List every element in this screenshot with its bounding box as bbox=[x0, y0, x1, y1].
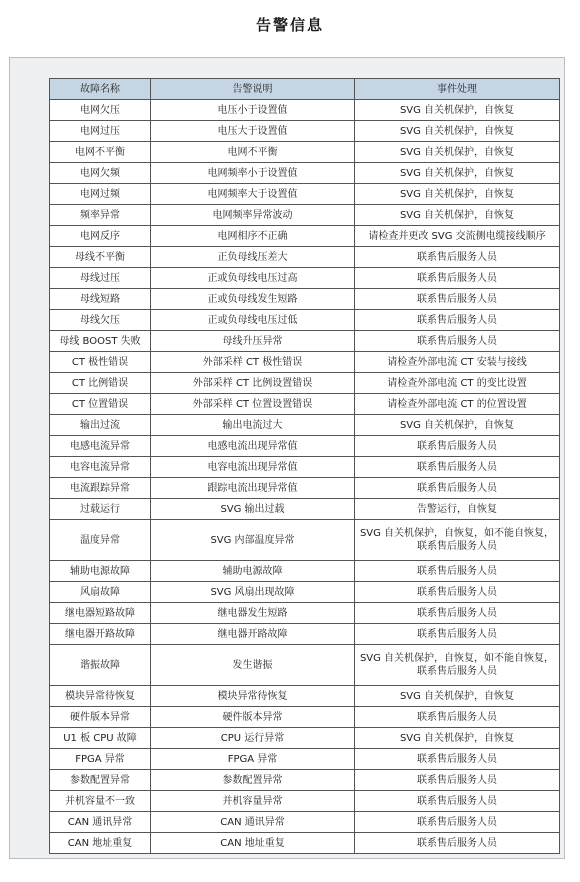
event-handling-line: 联系售后服务人员 bbox=[417, 251, 497, 263]
event-handling-cell bbox=[355, 520, 560, 561]
fault-name-cell: CT 极性错误 bbox=[50, 352, 151, 373]
alarm-desc-cell: 电网频率异常波动 bbox=[151, 205, 355, 226]
event-handling-cell bbox=[355, 791, 560, 812]
alarm-desc-cell: 继电器开路故障 bbox=[151, 624, 355, 645]
alarm-desc-cell: SVG 风扇出现故障 bbox=[151, 582, 355, 603]
table-row bbox=[50, 268, 560, 289]
fault-name-cell: 电感电流异常 bbox=[50, 436, 151, 457]
event-handling-line: SVG 自关机保护，自恢复，如不能自恢复， bbox=[359, 653, 555, 664]
event-handling-line: 请检查外部电流 CT 的位置设置 bbox=[387, 398, 527, 410]
fault-name-cell: 输出过流 bbox=[50, 415, 151, 436]
event-handling-line: 联系售后服务人员 bbox=[417, 666, 497, 677]
table-row bbox=[50, 478, 560, 499]
fault-name-cell: CAN 通讯异常 bbox=[50, 812, 151, 833]
event-handling-cell bbox=[355, 268, 560, 289]
fault-name-cell: 辅助电源故障 bbox=[50, 561, 151, 582]
table-row bbox=[50, 686, 560, 707]
fault-name-cell: 继电器开路故障 bbox=[50, 624, 151, 645]
alarm-desc-cell: 跟踪电流出现异常值 bbox=[151, 478, 355, 499]
event-handling-line: 告警运行，自恢复 bbox=[417, 503, 497, 515]
event-handling-line: 联系售后服务人员 bbox=[417, 607, 497, 619]
event-handling-cell bbox=[355, 749, 560, 770]
fault-name-cell: 电容电流异常 bbox=[50, 457, 151, 478]
alarm-desc-cell: 外部采样 CT 位置设置错误 bbox=[151, 394, 355, 415]
table-row bbox=[50, 100, 560, 121]
event-handling-cell bbox=[355, 205, 560, 226]
event-handling-cell bbox=[355, 310, 560, 331]
table-row bbox=[50, 436, 560, 457]
alarm-desc-cell: 电网相序不正确 bbox=[151, 226, 355, 247]
alarm-desc-cell: 正或负母线发生短路 bbox=[151, 289, 355, 310]
alarm-desc-cell: 输出电流过大 bbox=[151, 415, 355, 436]
event-handling-line: 联系售后服务人员 bbox=[417, 795, 497, 807]
fault-name-cell: 母线短路 bbox=[50, 289, 151, 310]
alarm-desc-cell: 继电器发生短路 bbox=[151, 603, 355, 624]
event-handling-line: 请检查外部电流 CT 安装与接线 bbox=[387, 356, 527, 368]
table-header-row bbox=[50, 79, 560, 100]
alarm-desc-cell: 模块异常待恢复 bbox=[151, 686, 355, 707]
fault-name-cell: 电网不平衡 bbox=[50, 142, 151, 163]
table-body bbox=[50, 100, 560, 854]
event-handling-line: SVG 自关机保护，自恢复，如不能自恢复， bbox=[359, 528, 555, 539]
alarm-desc-cell: SVG 输出过载 bbox=[151, 499, 355, 520]
event-handling-line: 联系售后服务人员 bbox=[417, 816, 497, 828]
alarm-table bbox=[49, 78, 560, 854]
fault-name-cell: 电网过压 bbox=[50, 121, 151, 142]
event-handling-line: SVG 自关机保护，自恢复 bbox=[399, 209, 515, 221]
event-handling-cell bbox=[355, 561, 560, 582]
event-handling-cell bbox=[355, 582, 560, 603]
event-handling-line: 联系售后服务人员 bbox=[417, 541, 497, 552]
fault-name-cell: 并机容量不一致 bbox=[50, 791, 151, 812]
header-alarm-desc: 告警说明 bbox=[151, 79, 355, 100]
event-handling-cell bbox=[355, 415, 560, 436]
table-row bbox=[50, 310, 560, 331]
event-handling-line: 联系售后服务人员 bbox=[417, 565, 497, 577]
table-row bbox=[50, 331, 560, 352]
fault-name-cell: U1 板 CPU 故障 bbox=[50, 728, 151, 749]
event-handling-line: 联系售后服务人员 bbox=[417, 837, 497, 849]
event-handling-line: 联系售后服务人员 bbox=[417, 440, 497, 452]
table-row bbox=[50, 142, 560, 163]
event-handling-cell bbox=[355, 352, 560, 373]
table-row bbox=[50, 457, 560, 478]
table-row bbox=[50, 394, 560, 415]
event-handling-cell bbox=[355, 100, 560, 121]
table-row bbox=[50, 415, 560, 436]
table-row bbox=[50, 582, 560, 603]
table-row bbox=[50, 707, 560, 728]
fault-name-cell: CAN 地址重复 bbox=[50, 833, 151, 854]
page-title: 告警信息 bbox=[255, 16, 324, 34]
table-row bbox=[50, 226, 560, 247]
event-handling-cell bbox=[355, 728, 560, 749]
alarm-desc-cell: CPU 运行异常 bbox=[151, 728, 355, 749]
fault-name-cell: 电网过频 bbox=[50, 184, 151, 205]
table-row bbox=[50, 121, 560, 142]
alarm-desc-cell: 正负母线压差大 bbox=[151, 247, 355, 268]
header-fault-name: 故障名称 bbox=[50, 79, 151, 100]
alarm-desc-cell: SVG 内部温度异常 bbox=[151, 520, 355, 561]
event-handling-cell bbox=[355, 247, 560, 268]
event-handling-line: SVG 自关机保护，自恢复 bbox=[399, 125, 515, 137]
table-row bbox=[50, 561, 560, 582]
event-handling-cell bbox=[355, 142, 560, 163]
alarm-desc-cell: FPGA 异常 bbox=[151, 749, 355, 770]
event-handling-line: 请检查并更改 SVG 交流侧电缆接线顺序 bbox=[368, 230, 546, 242]
fault-name-cell: 母线欠压 bbox=[50, 310, 151, 331]
event-handling-cell bbox=[355, 184, 560, 205]
event-handling-cell bbox=[355, 457, 560, 478]
event-handling-cell bbox=[355, 289, 560, 310]
event-handling-line: SVG 自关机保护，自恢复 bbox=[399, 104, 515, 116]
event-handling-line: 联系售后服务人员 bbox=[417, 586, 497, 598]
event-handling-cell bbox=[355, 373, 560, 394]
event-handling-cell bbox=[355, 499, 560, 520]
header-event-handling: 事件处理 bbox=[355, 79, 560, 100]
table-row bbox=[50, 728, 560, 749]
fault-name-cell: 谐振故障 bbox=[50, 645, 151, 686]
fault-name-cell: 风扇故障 bbox=[50, 582, 151, 603]
event-handling-line: SVG 自关机保护，自恢复 bbox=[399, 732, 515, 744]
alarm-desc-cell: 正或负母线电压过低 bbox=[151, 310, 355, 331]
fault-name-cell: 继电器短路故障 bbox=[50, 603, 151, 624]
fault-name-cell: CT 比例错误 bbox=[50, 373, 151, 394]
event-handling-cell bbox=[355, 603, 560, 624]
table-row bbox=[50, 749, 560, 770]
fault-name-cell: 母线 BOOST 失败 bbox=[50, 331, 151, 352]
event-handling-line: SVG 自关机保护，自恢复 bbox=[399, 690, 515, 702]
table-row bbox=[50, 184, 560, 205]
alarm-desc-cell: 电压大于设置值 bbox=[151, 121, 355, 142]
alarm-desc-cell: 电压小于设置值 bbox=[151, 100, 355, 121]
event-handling-line: 联系售后服务人员 bbox=[417, 272, 497, 284]
event-handling-cell bbox=[355, 770, 560, 791]
table-row bbox=[50, 520, 560, 561]
fault-name-cell: 电网反序 bbox=[50, 226, 151, 247]
event-handling-cell bbox=[355, 833, 560, 854]
event-handling-line: 联系售后服务人员 bbox=[417, 314, 497, 326]
fault-name-cell: 模块异常待恢复 bbox=[50, 686, 151, 707]
table-row bbox=[50, 791, 560, 812]
event-handling-cell bbox=[355, 226, 560, 247]
fault-name-cell: 电流跟踪异常 bbox=[50, 478, 151, 499]
table-row bbox=[50, 352, 560, 373]
event-handling-line: 联系售后服务人员 bbox=[417, 482, 497, 494]
event-handling-cell bbox=[355, 624, 560, 645]
alarm-desc-cell: 外部采样 CT 比例设置错误 bbox=[151, 373, 355, 394]
alarm-desc-cell: 电容电流出现异常值 bbox=[151, 457, 355, 478]
fault-name-cell: 频率异常 bbox=[50, 205, 151, 226]
table-row bbox=[50, 812, 560, 833]
event-handling-cell bbox=[355, 163, 560, 184]
event-handling-line: SVG 自关机保护，自恢复 bbox=[399, 419, 515, 431]
table-row bbox=[50, 603, 560, 624]
table-row bbox=[50, 770, 560, 791]
event-handling-line: 联系售后服务人员 bbox=[417, 753, 497, 765]
event-handling-line: 联系售后服务人员 bbox=[417, 774, 497, 786]
table-row bbox=[50, 833, 560, 854]
table-row bbox=[50, 624, 560, 645]
fault-name-cell: 母线过压 bbox=[50, 268, 151, 289]
event-handling-cell bbox=[355, 121, 560, 142]
event-handling-cell bbox=[355, 686, 560, 707]
fault-name-cell: CT 位置错误 bbox=[50, 394, 151, 415]
alarm-desc-cell: 电网频率大于设置值 bbox=[151, 184, 355, 205]
fault-name-cell: 参数配置异常 bbox=[50, 770, 151, 791]
fault-name-cell: 母线不平衡 bbox=[50, 247, 151, 268]
fault-name-cell: 硬件版本异常 bbox=[50, 707, 151, 728]
event-handling-cell bbox=[355, 331, 560, 352]
event-handling-cell bbox=[355, 645, 560, 686]
event-handling-line: SVG 自关机保护，自恢复 bbox=[399, 188, 515, 200]
table-row bbox=[50, 163, 560, 184]
table-row bbox=[50, 247, 560, 268]
event-handling-line: 请检查外部电流 CT 的变比设置 bbox=[387, 377, 527, 389]
alarm-desc-cell: 参数配置异常 bbox=[151, 770, 355, 791]
alarm-desc-cell: 硬件版本异常 bbox=[151, 707, 355, 728]
fault-name-cell: 电网欠频 bbox=[50, 163, 151, 184]
table-row bbox=[50, 373, 560, 394]
alarm-desc-cell: 正或负母线电压过高 bbox=[151, 268, 355, 289]
event-handling-cell bbox=[355, 478, 560, 499]
alarm-desc-cell: 电感电流出现异常值 bbox=[151, 436, 355, 457]
event-handling-line: SVG 自关机保护，自恢复 bbox=[399, 167, 515, 179]
event-handling-cell bbox=[355, 436, 560, 457]
alarm-desc-cell: 母线升压异常 bbox=[151, 331, 355, 352]
fault-name-cell: 电网欠压 bbox=[50, 100, 151, 121]
event-handling-line: 联系售后服务人员 bbox=[417, 335, 497, 347]
table-row bbox=[50, 645, 560, 686]
alarm-desc-cell: 辅助电源故障 bbox=[151, 561, 355, 582]
event-handling-line: SVG 自关机保护，自恢复 bbox=[399, 146, 515, 158]
alarm-desc-cell: 电网频率小于设置值 bbox=[151, 163, 355, 184]
event-handling-line: 联系售后服务人员 bbox=[417, 628, 497, 640]
event-handling-cell bbox=[355, 394, 560, 415]
event-handling-line: 联系售后服务人员 bbox=[417, 711, 497, 723]
alarm-desc-cell: CAN 通讯异常 bbox=[151, 812, 355, 833]
table-row bbox=[50, 289, 560, 310]
alarm-desc-cell: 发生谐振 bbox=[151, 645, 355, 686]
event-handling-cell bbox=[355, 707, 560, 728]
alarm-desc-cell: 电网不平衡 bbox=[151, 142, 355, 163]
alarm-desc-cell: 外部采样 CT 极性错误 bbox=[151, 352, 355, 373]
event-handling-line: 联系售后服务人员 bbox=[417, 293, 497, 305]
alarm-desc-cell: CAN 地址重复 bbox=[151, 833, 355, 854]
event-handling-line: 联系售后服务人员 bbox=[417, 461, 497, 473]
fault-name-cell: 过载运行 bbox=[50, 499, 151, 520]
table-row bbox=[50, 499, 560, 520]
event-handling-cell bbox=[355, 812, 560, 833]
table-row bbox=[50, 205, 560, 226]
fault-name-cell: FPGA 异常 bbox=[50, 749, 151, 770]
fault-name-cell: 温度异常 bbox=[50, 520, 151, 561]
alarm-desc-cell: 并机容量异常 bbox=[151, 791, 355, 812]
